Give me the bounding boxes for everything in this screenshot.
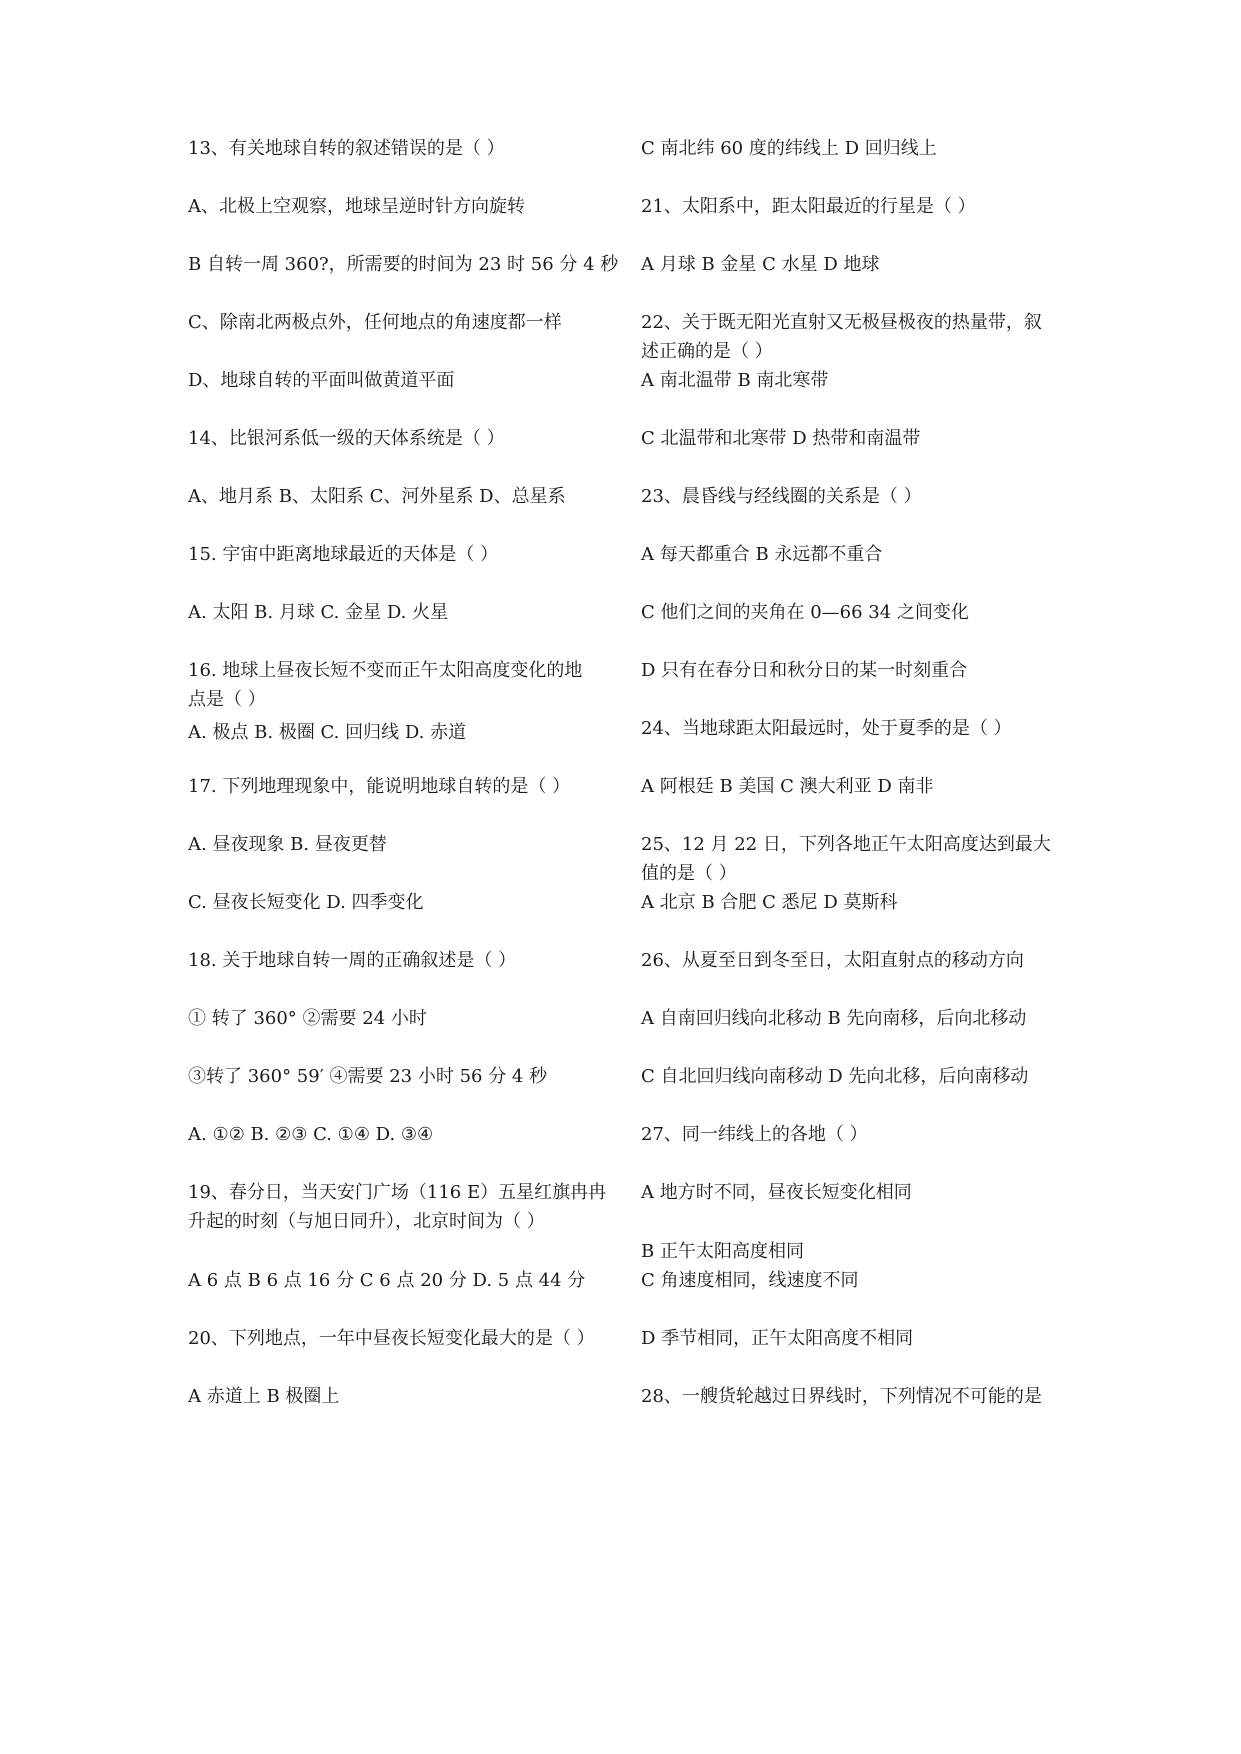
question-16-stem-line-2: 点是（ ） — [188, 689, 266, 710]
question-22-options-ab: A 南北温带 B 南北寒带 — [641, 370, 829, 391]
question-13-option-d: D、地球自转的平面叫做黄道平面 — [188, 370, 455, 391]
question-24-stem: 24、当地球距太阳最远时，处于夏季的是（ ） — [641, 718, 1012, 739]
question-23-option-c: C 他们之间的夹角在 0—66 34 之间变化 — [641, 602, 969, 623]
question-19-stem-line-1: 19、春分日，当天安门广场（116 E）五星红旗冉冉 — [188, 1182, 607, 1203]
question-22-stem-line-2: 述正确的是（ ） — [641, 341, 773, 362]
question-28-stem: 28、一艘货轮越过日界线时，下列情况不可能的是 — [641, 1386, 1042, 1407]
question-22-stem-line-1: 22、关于既无阳光直射又无极昼极夜的热量带，叙 — [641, 312, 1042, 333]
question-21-options: A 月球 B 金星 C 水星 D 地球 — [641, 254, 880, 275]
question-17-stem: 17. 下列地理现象中，能说明地球自转的是（ ） — [188, 776, 571, 797]
question-27-option-d: D 季节相同，正午太阳高度不相同 — [641, 1328, 914, 1349]
question-13-option-b: B 自转一周 360?，所需要的时间为 23 时 56 分 4 秒 — [188, 254, 619, 275]
question-13-option-a: A、北极上空观察，地球呈逆时针方向旋转 — [188, 196, 525, 217]
question-13-option-c: C、除南北两极点外，任何地点的角速度都一样 — [188, 312, 562, 333]
question-14-stem: 14、比银河系低一级的天体系统是（ ） — [188, 428, 505, 449]
question-25-options: A 北京 B 合肥 C 悉尼 D 莫斯科 — [641, 892, 898, 913]
question-23-stem: 23、晨昏线与经线圈的关系是（ ） — [641, 486, 922, 507]
question-21-stem: 21、太阳系中，距太阳最近的行星是（ ） — [641, 196, 976, 217]
question-27-option-b: B 正午太阳高度相同 — [641, 1241, 804, 1262]
question-15-stem: 15. 宇宙中距离地球最近的天体是（ ） — [188, 544, 499, 565]
question-27-option-a: A 地方时不同，昼夜长短变化相同 — [641, 1182, 912, 1203]
question-18-statements-1-2: ① 转了 360° ②需要 24 小时 — [188, 1008, 427, 1029]
question-17-options-cd: C. 昼夜长短变化 D. 四季变化 — [188, 892, 424, 913]
question-25-stem-line-1: 25、12 月 22 日，下列各地正午太阳高度达到最大 — [641, 834, 1051, 855]
question-27-stem: 27、同一纬线上的各地（ ） — [641, 1124, 868, 1145]
question-15-options: A. 太阳 B. 月球 C. 金星 D. 火星 — [188, 602, 449, 623]
question-20-options-cd: C 南北纬 60 度的纬线上 D 回归线上 — [641, 138, 937, 159]
question-26-options-cd: C 自北回归线向南移动 D 先向北移，后向南移动 — [641, 1066, 1029, 1087]
question-17-options-ab: A. 昼夜现象 B. 昼夜更替 — [188, 834, 387, 855]
question-20-stem: 20、下列地点，一年中昼夜长短变化最大的是（ ） — [188, 1328, 595, 1349]
question-27-option-c: C 角速度相同，线速度不同 — [641, 1270, 859, 1291]
question-24-options: A 阿根廷 B 美国 C 澳大利亚 D 南非 — [641, 776, 934, 797]
question-22-options-cd: C 北温带和北寒带 D 热带和南温带 — [641, 428, 921, 449]
question-16-options: A. 极点 B. 极圈 C. 回归线 D. 赤道 — [188, 722, 467, 743]
question-14-options: A、地月系 B、太阳系 C、河外星系 D、总星系 — [188, 486, 566, 507]
question-25-stem-line-2: 值的是（ ） — [641, 863, 737, 884]
question-16-stem-line-1: 16. 地球上昼夜长短不变而正午太阳高度变化的地 — [188, 660, 583, 681]
question-23-options-ab: A 每天都重合 B 永远都不重合 — [641, 544, 883, 565]
question-26-stem: 26、从夏至日到冬至日，太阳直射点的移动方向 — [641, 950, 1024, 971]
question-23-option-d: D 只有在春分日和秋分日的某一时刻重合 — [641, 660, 968, 681]
question-13-stem: 13、有关地球自转的叙述错误的是（ ） — [188, 138, 505, 159]
question-19-options: A 6 点 B 6 点 16 分 C 6 点 20 分 D. 5 点 44 分 — [188, 1270, 586, 1291]
question-18-statements-3-4: ③转了 360° 59′ ④需要 23 小时 56 分 4 秒 — [188, 1066, 548, 1087]
question-19-stem-line-2: 升起的时刻（与旭日同升），北京时间为（ ） — [188, 1211, 545, 1232]
question-26-options-ab: A 自南回归线向北移动 B 先向南移，后向北移动 — [641, 1008, 1027, 1029]
question-20-options-ab: A 赤道上 B 极圈上 — [188, 1386, 340, 1407]
question-18-options: A. ①② B. ②③ C. ①④ D. ③④ — [188, 1124, 434, 1145]
question-18-stem: 18. 关于地球自转一周的正确叙述是（ ） — [188, 950, 517, 971]
